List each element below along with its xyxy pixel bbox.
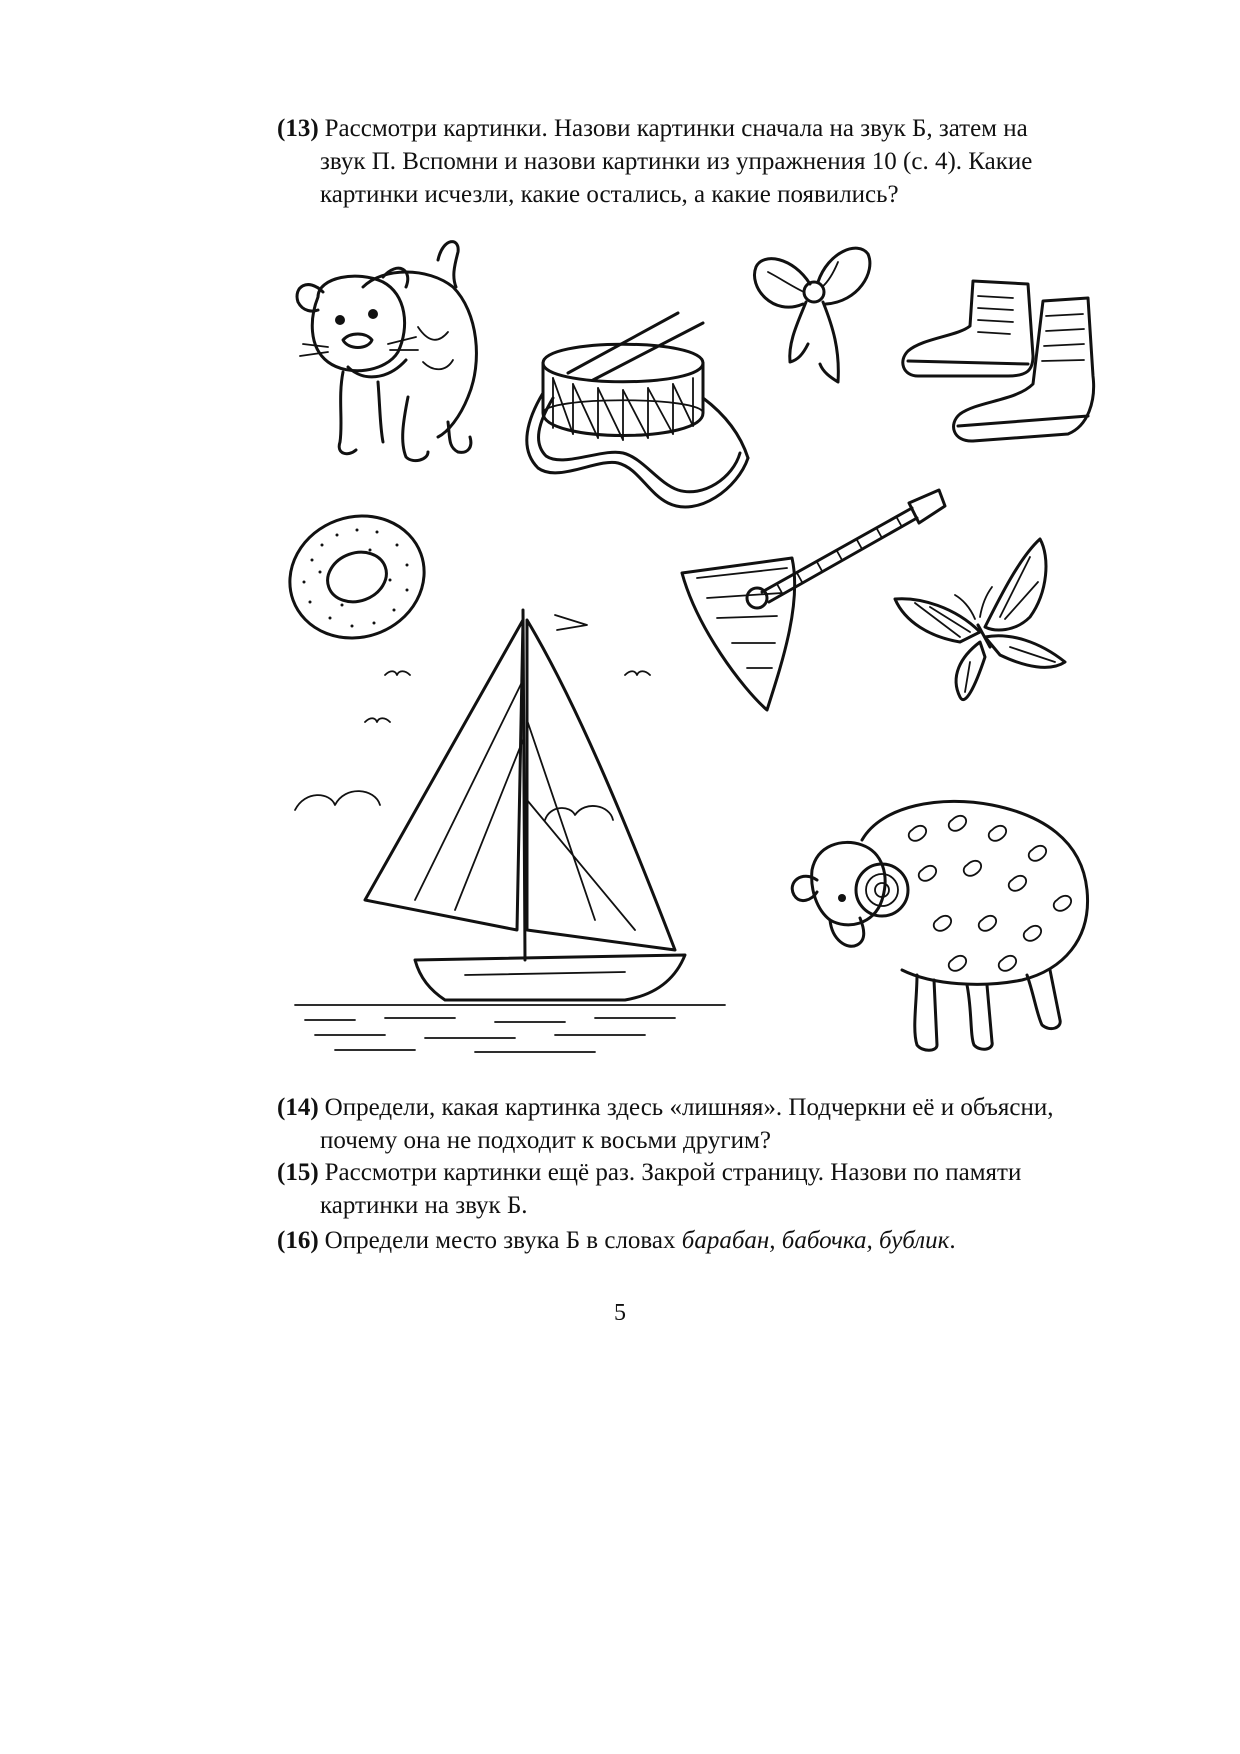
sailboat-picture — [295, 600, 725, 1055]
ram-picture — [772, 790, 1097, 1065]
exercise-text: Определи, какая картинка здесь «лишняя». Подчеркни её и объясни, — [324, 1094, 1054, 1121]
exercise-13-first-line — [277, 112, 1077, 145]
exercise-text-continued: картинки на звук Б. — [320, 1192, 528, 1219]
exercise-text: Рассмотри картинки. Назови картинки сначала на звук Б, затем на — [324, 115, 1028, 142]
exercise-words: барабан, бабочка, бублик — [681, 1227, 950, 1254]
exercise-number: (15) — [277, 1159, 319, 1186]
exercise-number: (14) — [277, 1094, 319, 1121]
exercise-14-first-line — [277, 1091, 1077, 1124]
boots-picture — [898, 276, 1098, 461]
exercise-number: (16) — [277, 1227, 319, 1254]
exercise-text: Рассмотри картинки ещё раз. Закрой страницу. Назови по памяти — [324, 1159, 1022, 1186]
page-number: 5 — [614, 1300, 626, 1326]
exercise-end-punctuation: . — [949, 1227, 956, 1254]
exercise-text: Определи место звука Б в словах — [324, 1227, 682, 1254]
exercise-text-continued: звук П. Вспомни и назови картинки из упражнения 10 (с. 4). Какие картинки исчезли, какие остались, а какие появились? — [320, 148, 1033, 208]
exercise-13 — [277, 112, 1077, 211]
exercise-15 — [277, 1156, 1077, 1222]
bulldog-picture — [288, 232, 498, 482]
exercise-16-line — [277, 1224, 1077, 1257]
exercise-text-continued: почему она не подходит к восьми другим? — [320, 1127, 771, 1154]
bow-picture — [748, 232, 878, 402]
exercise-16 — [277, 1224, 1077, 1257]
exercise-number: (13) — [277, 115, 319, 142]
exercise-14 — [277, 1091, 1077, 1157]
exercise-15-first-line — [277, 1156, 1077, 1189]
butterfly-picture — [890, 537, 1090, 727]
